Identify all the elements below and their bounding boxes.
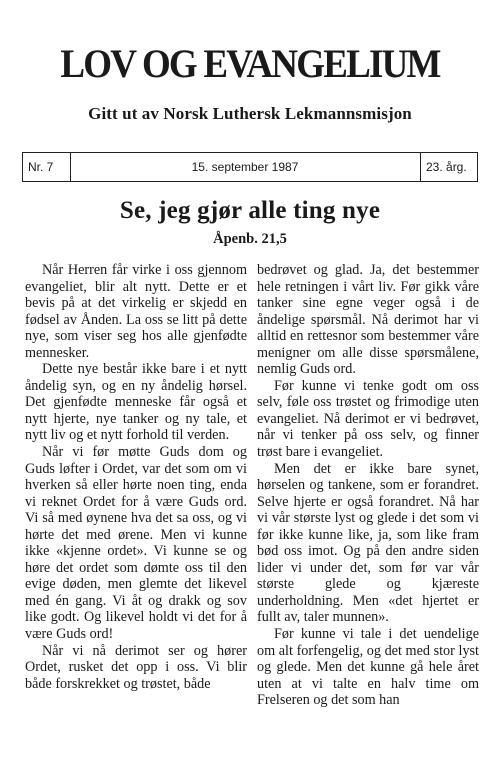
issue-date: 15. september 1987	[191, 160, 299, 174]
paragraph: Før kunne vi tenke godt om oss selv, føle oss trøstet og frimodige uten evangeliet. Nå derimot er vi bedrøvet, når vi tenker på oss selv, og finner trøst bare i evangeliet.	[257, 377, 479, 461]
paragraph: Dette nye består ikke bare i et nytt åndelig syn, og en ny åndelig hørsel. Det gjenfødte menneske får også et nytt hjerte, nye tanker og ny tale, et nytt liv og et nytt forhold til verden.	[25, 361, 247, 444]
article-column-left	[25, 262, 247, 692]
paragraph: Når Herren får virke i oss gjennom evangeliet, blir alt nytt. Dette er et bevis på at det virkelig er skjedd en fødsel av Ånden. La oss se litt på dette nye, som viser seg hos alle gjenfødte mennesker.	[25, 262, 247, 361]
paragraph: Før kunne vi tale i det uendelige om alt forfengelig, og det med stor lyst og glede. Men det kunne gå hele året uten at vi talte en halv time om Frelseren og det som han	[257, 626, 479, 709]
info-divider	[420, 153, 421, 181]
article-title: Se, jeg gjør alle ting nye	[119, 197, 381, 224]
paragraph: Når vi før møtte Guds dom og Guds løfter i Ordet, var det som om vi hverken så eller hørte noen ting, enda vi reknet Ordet for å være Guds ord. Vi så med øynene hva det sa oss, og vi hørte det med ørene. Men vi kunne ikke «kjenne ordet». Vi kunne se og høre det ordet som dømte oss til den evige døden, men glemte det likevel med én gang. Vi åt og drakk og sov like godt. Og likevel holdt vi det for å være Guds ord!	[25, 444, 247, 643]
paragraph: Men det er ikke bare synet, hørselen og tankene, som er forandret. Selve hjerte er også forandret. Nå har vi vår største lyst og glede i det som vi før ikke kunne like, ja, som like fram bød oss imot. Og på den andre siden lider vi under det, som før var vår største glede og kjæreste underholdning. Men «det hjertet er fullt av, taler munnen».	[257, 460, 479, 626]
scripture-reference: Åpenb. 21,5	[213, 231, 287, 247]
issue-number: Nr. 7	[28, 160, 54, 174]
masthead-subtitle: Gitt ut av Norsk Luthersk Lekmannsmisjon	[88, 104, 412, 123]
article-column-right	[257, 262, 479, 709]
info-divider	[22, 153, 23, 181]
paragraph: bedrøvet og glad. Ja, det bestemmer hele retningen i vårt liv. Før gikk våre tanker sine egne veger også i de åndelige spørsmål. Nå derimot har vi alltid en rettesnor som bestemmer våre menigner om alle disse spørsmålene, nemlig Guds ord.	[257, 262, 479, 378]
masthead-title: LOV OG EVANGELIUM	[60, 42, 440, 87]
info-divider	[477, 153, 478, 181]
issue-info-bar	[22, 152, 478, 182]
issue-volume: 23. årg.	[426, 160, 467, 174]
paragraph: Når vi nå derimot ser og hører Ordet, rusket det opp i oss. Vi blir både forskrekket og trøstet, både	[25, 642, 247, 692]
